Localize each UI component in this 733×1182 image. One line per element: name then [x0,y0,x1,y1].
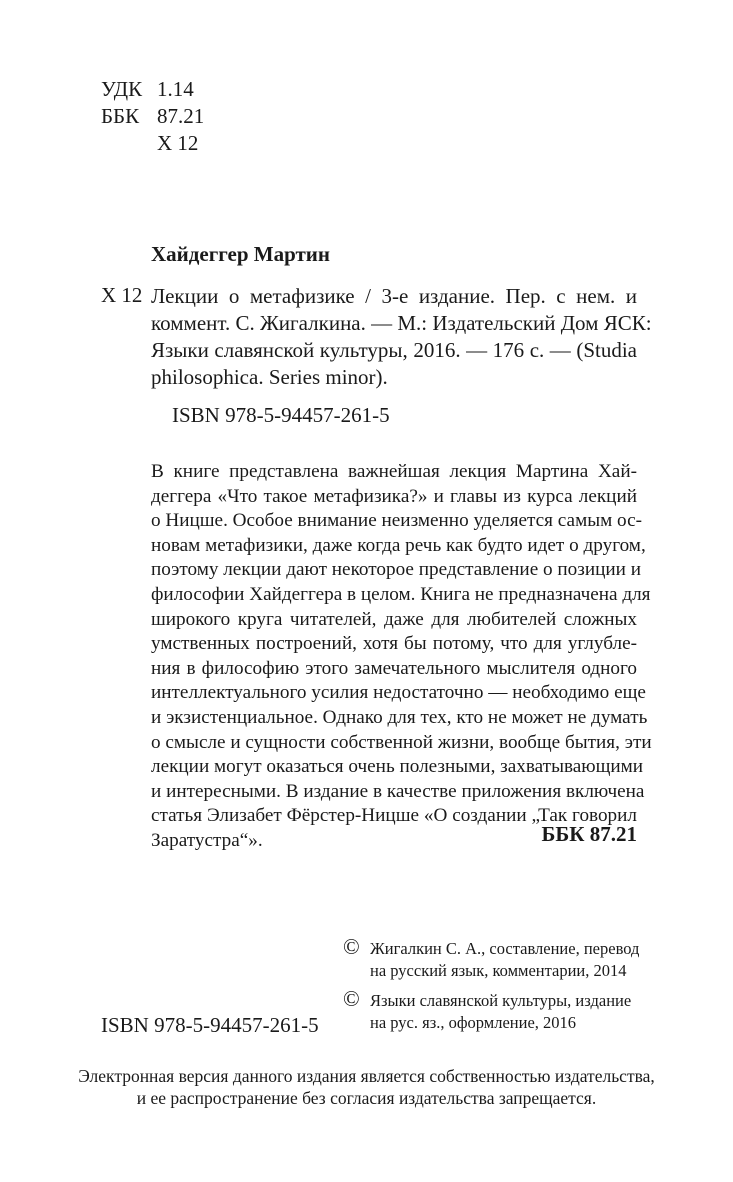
abstract-line: широкого круга читателей, даже для любителей сложных [151,608,637,630]
classification-codes [101,76,204,157]
copyright-notice [343,934,640,982]
udk-value: 1.14 [157,77,194,101]
bbk-value: 87.21 [157,104,205,128]
bbk-row [101,103,204,130]
notice-line: и ее распространение без согласия издательства запрещается. [136,1088,597,1108]
udk-label: УДК [101,77,143,101]
abstract-line: философии Хайдеггера в целом. Книга не предназначена для [151,583,651,605]
abstract-line: и экзистенциальное. Однако для тех, кто не может не думать [151,706,648,728]
biblio-line: philosophica. Series minor). [151,365,388,389]
copyright-notice [343,986,632,1034]
electronic-edition-notice [0,1065,733,1109]
notice-line: Электронная версия данного издания является собственностью издательства, [78,1066,655,1086]
abstract-line: лекции могут оказаться очень полезными, захватывающими [151,756,644,778]
copyright-icon: © [343,986,360,1011]
abstract-line: Заратустра“». [151,829,263,851]
copyright-line: на рус. яз., оформление, 2016 [370,1013,577,1032]
isbn-bottom: ISBN 978-5-94457-261-5 [101,1013,319,1037]
author-mark-row [101,130,204,157]
abstract-line: ния в философию этого замечательного мыслителя одного [151,657,637,679]
abstract-line: поэтому лекции дают некоторое представление о позиции и [151,559,641,581]
author-mark: Х 12 [157,131,199,155]
abstract [151,460,652,854]
copyright-icon: © [343,934,360,959]
abstract-line: и интересными. В издание в качестве приложения включена [151,780,645,802]
author-heading: Хайдеггер Мартин [151,242,330,266]
biblio-line: коммент. С. Жигалкина. — М.: Издательский Дом ЯСК: [151,311,652,335]
biblio-line: Лекции о метафизике / 3-е издание. Пер. с нем. и [151,284,637,308]
copyright-line: Жигалкин С. А., составление, перевод [370,939,640,958]
abstract-line: о Ницше. Особое внимание неизменно уделяется самым ос- [151,510,643,532]
copyright-line: Языки славянской культуры, издание [370,991,632,1010]
abstract-line: В книге представлена важнейшая лекция Мартина Хай- [151,461,637,482]
isbn-main: ISBN 978-5-94457-261-5 [172,403,390,427]
bbk-label: ББК [101,104,140,128]
abstract-line: новам метафизики, даже когда речь как будто идет о другом, [151,534,646,556]
bbk-bottom-code: ББК 87.21 [541,822,637,846]
abstract-line: статья Элизабет Фёрстер-Ницше «О создании „Так говорил [151,805,637,827]
entry-mark: Х 12 [101,283,143,307]
abstract-line: умственных построений, хотя бы потому, что для углубле- [151,633,637,655]
biblio-line: Языки славянской культуры, 2016. — 176 с. — (Studia [151,338,637,362]
copyright-line: на русский язык, комментарии, 2014 [370,961,627,980]
abstract-line: о смысле и сущности собственной жизни, вообще бытия, эти [151,731,652,753]
udk-row [101,76,204,103]
abstract-line: деггера «Что такое метафизика?» и главы из курса лекций [151,485,637,507]
bibliographic-description [151,283,652,391]
abstract-line: интеллектуального усилия недостаточно — необходимо еще [151,682,646,704]
